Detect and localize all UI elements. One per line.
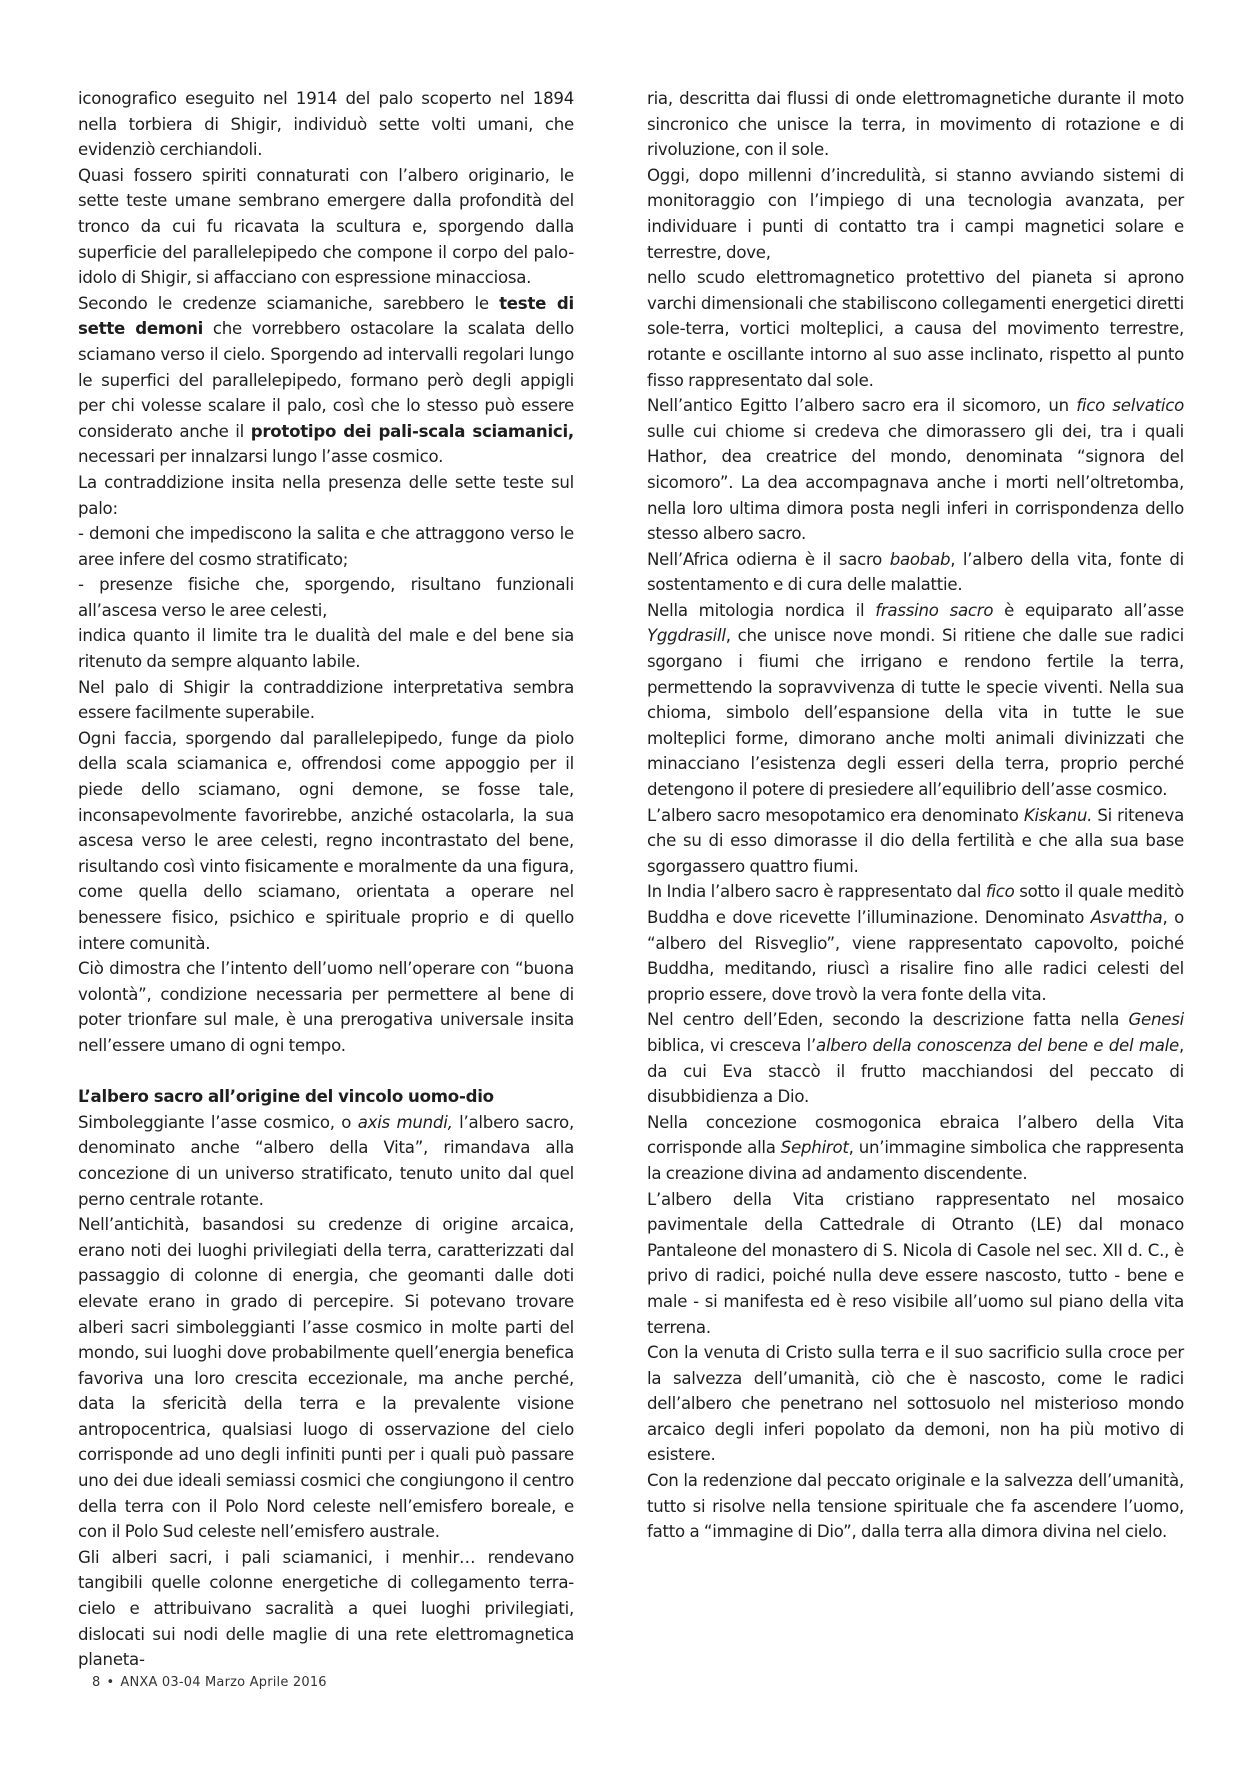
bold-emphasis: prototipo dei pali-scala sciamanici,: [250, 421, 574, 441]
italic-term: fico selvatico: [1076, 396, 1185, 416]
paragraph: Oggi, dopo millenni d’incredulità, si stanno avviando sistemi di monitoraggio con l’impiego di una tecnologia avanzata, per individuare i punti di contatto tra i campi magnetici solare e terrestre, dove,: [647, 165, 1184, 262]
paragraph: L’albero della Vita cristiano rappresentato nel mosaico pavimentale della Cattedrale di Otranto (LE) dal monaco Pantaleone del monastero di S. Nicola di Casole nel sec. XII d. C., è privo di radici, poiché nulla deve essere nascosto, tutto - bene e male - si manifesta ed è reso visibile all’uomo sul piano della vita terrena.: [647, 1189, 1184, 1337]
paragraph: ria, descritta dai flussi di onde elettromagnetiche durante il moto sincronico che unisce la terra, in movimento di rotazione e di rivoluzione, con il sole.: [647, 89, 1184, 160]
bullet-separator: •: [106, 1675, 115, 1690]
italic-term: Sephirot: [780, 1138, 849, 1158]
paragraph: Quasi fossero spiriti connaturati con l’albero originario, le sette teste umane sembrano emergere dalla profondità del tronco da cui fu ricavata la scultura e, sporgendo dalla superficie del parallelepipedo che compone il corpo del palo-idolo di Shigir, si affacciano con espressione minacciosa.: [78, 165, 574, 288]
paragraph: Nella concezione cosmogonica ebraica l’albero della Vita corrisponde alla Sephirot, un’immagine simbolica che rappresenta la creazione divina ad andamento discendente.: [647, 1112, 1184, 1183]
right-column: [647, 86, 1184, 1545]
paragraph: Ciò dimostra che l’intento dell’uomo nell’operare con “buona volontà”, condizione necessaria per permettere al bene di poter trionfare sul male, è una prerogativa universale insita nell’essere umano di ogni tempo.: [78, 959, 574, 1055]
list-item: - demoni che impediscono la salita e che attraggono verso le aree infere del cosmo stratificato;: [78, 524, 574, 569]
italic-term: baobab: [889, 549, 951, 569]
page-footer: [92, 1675, 327, 1690]
list-item: - presenze fisiche che, sporgendo, risultano funzionali all’ascesa verso le aree celesti,: [78, 575, 574, 620]
paragraph: Nell’antico Egitto l’albero sacro era il sicomoro, un fico selvatico sulle cui chiome si credeva che dimorassero gli dei, tra i quali Hathor, dea creatrice del mondo, denominata “signora del sicomoro”. La dea accompagnava anche i morti nell’oltretomba, nella loro ultima dimora posta negli inferi in corrispondenza dello stesso albero sacro.: [647, 396, 1185, 544]
italic-term: fico: [985, 882, 1015, 902]
paragraph: L’albero sacro mesopotamico era denominato Kiskanu. Si riteneva che su di esso dimorasse il dio della fertilità e che alla sua base sgorgassero quattro fiumi.: [647, 805, 1184, 876]
paragraph: indica quanto il limite tra le dualità del male e del bene sia ritenuto da sempre alquanto labile.: [78, 626, 574, 672]
paragraph: Nel palo di Shigir la contraddizione interpretativa sembra essere facilmente superabile.: [78, 677, 574, 723]
publication-info: ANXA 03-04 Marzo Aprile 2016: [120, 1675, 327, 1690]
paragraph: Con la redenzione dal peccato originale e la salvezza dell’umanità, tutto si risolve nella tensione spirituale che fa ascendere l’uomo, fatto a “immagine di Dio”, dalla terra alla dimora divina nel cielo.: [647, 1471, 1184, 1542]
paragraph: Simboleggiante l’asse cosmico, o axis mundi, l’albero sacro, denominato anche “albero della Vita”, rimandava alla concezione di un universo stratificato, tenuto unito dal quel perno centrale rotante.: [78, 1112, 574, 1209]
paragraph: iconografico eseguito nel 1914 del palo scoperto nel 1894 nella torbiera di Shigir, individuò sette volti umani, che evidenziò cerchiandoli.: [78, 89, 574, 160]
paragraph: nello scudo elettromagnetico protettivo del pianeta si aprono varchi dimensionali che stabiliscono collegamenti energetici diretti sole-terra, vortici molteplici, a causa del movimento terrestre, rotante e oscillante intorno al suo asse inclinato, rispetto al punto fisso rappresentato dal sole.: [647, 268, 1184, 390]
italic-term: Genesi: [1128, 1010, 1184, 1030]
paragraph: Gli alberi sacri, i pali sciamanici, i menhir… rendevano tangibili quelle colonne energetiche di collegamento terra-cielo e attribuivano sacralità a quei luoghi privilegiati, dislocati sui nodi delle maglie di una rete elettromagnetica planeta-: [78, 1547, 574, 1670]
italic-term: Yggdrasill: [647, 626, 726, 646]
paragraph: Secondo le credenze sciamaniche, sarebbero le teste di sette demoni che vorrebbero ostacolare la scalata dello sciamano verso il cielo. Sporgendo ad intervalli regolari lungo le superfici del parallelepipedo, formano però degli appigli per chi volesse scalare il palo, così che lo stesso può essere considerato anche il prototipo dei pali-scala sciamanici, necessari per innalzarsi lungo l’asse cosmico.: [78, 293, 574, 467]
italic-term: albero della conoscenza del bene e del male: [816, 1035, 1179, 1055]
paragraph: In India l’albero sacro è rappresentato dal fico sotto il quale meditò Buddha e dove ricevette l’illuminazione. Denominato Asvattha, o “albero del Risveglio”, viene rappresentato capovolto, poiché Buddha, meditando, riuscì a risalire fino alle radici celesti del proprio essere, dove trovò la vera fonte della vita.: [647, 882, 1185, 1004]
page-number: 8: [92, 1675, 101, 1690]
paragraph: Con la venuta di Cristo sulla terra e il suo sacrificio sulla croce per la salvezza dell’umanità, ciò che è nascosto, come le radici dell’albero che penetrano nel sottosuolo nel misterioso mondo arcaico degli inferi popolato da demoni, non ha più motivo di esistere.: [647, 1343, 1184, 1465]
paragraph: Nel centro dell’Eden, secondo la descrizione fatta nella Genesi biblica, vi cresceva l’albero della conoscenza del bene e del male, da cui Eva staccò il frutto macchiandosi del peccato di disubbidienza a Dio.: [647, 1010, 1185, 1107]
paragraph: Nella mitologia nordica il frassino sacro è equiparato all’asse Yggdrasill, che unisce nove mondi. Si ritiene che dalle sue radici sgorgano i fiumi che irrigano e rendono fertile la terra, permettendo la sopravvivenza di tutte le specie viventi. Nella sua chioma, simbolo dell’espansione della vita in tutte le sue molteplici forme, dimorano anche molti animali divinizzati che minacciano l’esistenza degli esseri della terra, proprio perché detengono il potere di presiedere all’equilibrio dell’asse cosmico.: [647, 600, 1184, 800]
paragraph: Nell’Africa odierna è il sacro baobab, l’albero della vita, fonte di sostentamento e di cura delle malattie.: [647, 549, 1184, 595]
paragraph: Ogni faccia, sporgendo dal parallelepipedo, funge da piolo della scala sciamanica e, offrendosi come appoggio per il piede dello sciamano, ogni demone, se fosse tale, inconsapevolmente favorirebbe, anziché ostacolarla, la sua ascesa verso le aree celesti, regno incontrastato del bene, risultando così vinto fisicamente e moralmente da una figura, come quella dello sciamano, orientata a operare nel benessere fisico, psichico e spirituale proprio e di quello intere comunità.: [78, 728, 574, 953]
italic-term: Asvattha: [1090, 908, 1163, 927]
paragraph: La contraddizione insita nella presenza delle sette teste sul palo:: [78, 472, 574, 518]
italic-term: frassino sacro: [875, 600, 994, 620]
section-heading: L’albero sacro all’origine del vincolo uomo-dio: [78, 1087, 494, 1107]
italic-term: axis mundi,: [357, 1112, 453, 1132]
italic-term: Kiskanu.: [1023, 805, 1093, 825]
paragraph: Nell’antichità, basandosi su credenze di origine arcaica, erano noti dei luoghi privilegiati della terra, caratterizzati dal passaggio di colonne di energia, che geomanti dalle doti elevate erano in grado di percepire. Si potevano trovare alberi sacri simboleggianti l’asse cosmico in molte parti del mondo, sui luoghi dove probabilmente quell’energia benefica favoriva una loro crescita eccezionale, ma anche perché, data la sfericità della terra e la prevalente visione antropocentrica, qualsiasi luogo di osservazione del cielo corrisponde ad uno degli infiniti punti per i quali può passare uno dei due ideali semiassi cosmici che congiungono il centro della terra con il Polo Nord celeste nell’emisfero boreale, e con il Polo Sud celeste nell’emisfero australe.: [78, 1215, 574, 1542]
bold-emphasis: teste di sette demoni: [78, 293, 574, 339]
left-column: [78, 86, 574, 1673]
